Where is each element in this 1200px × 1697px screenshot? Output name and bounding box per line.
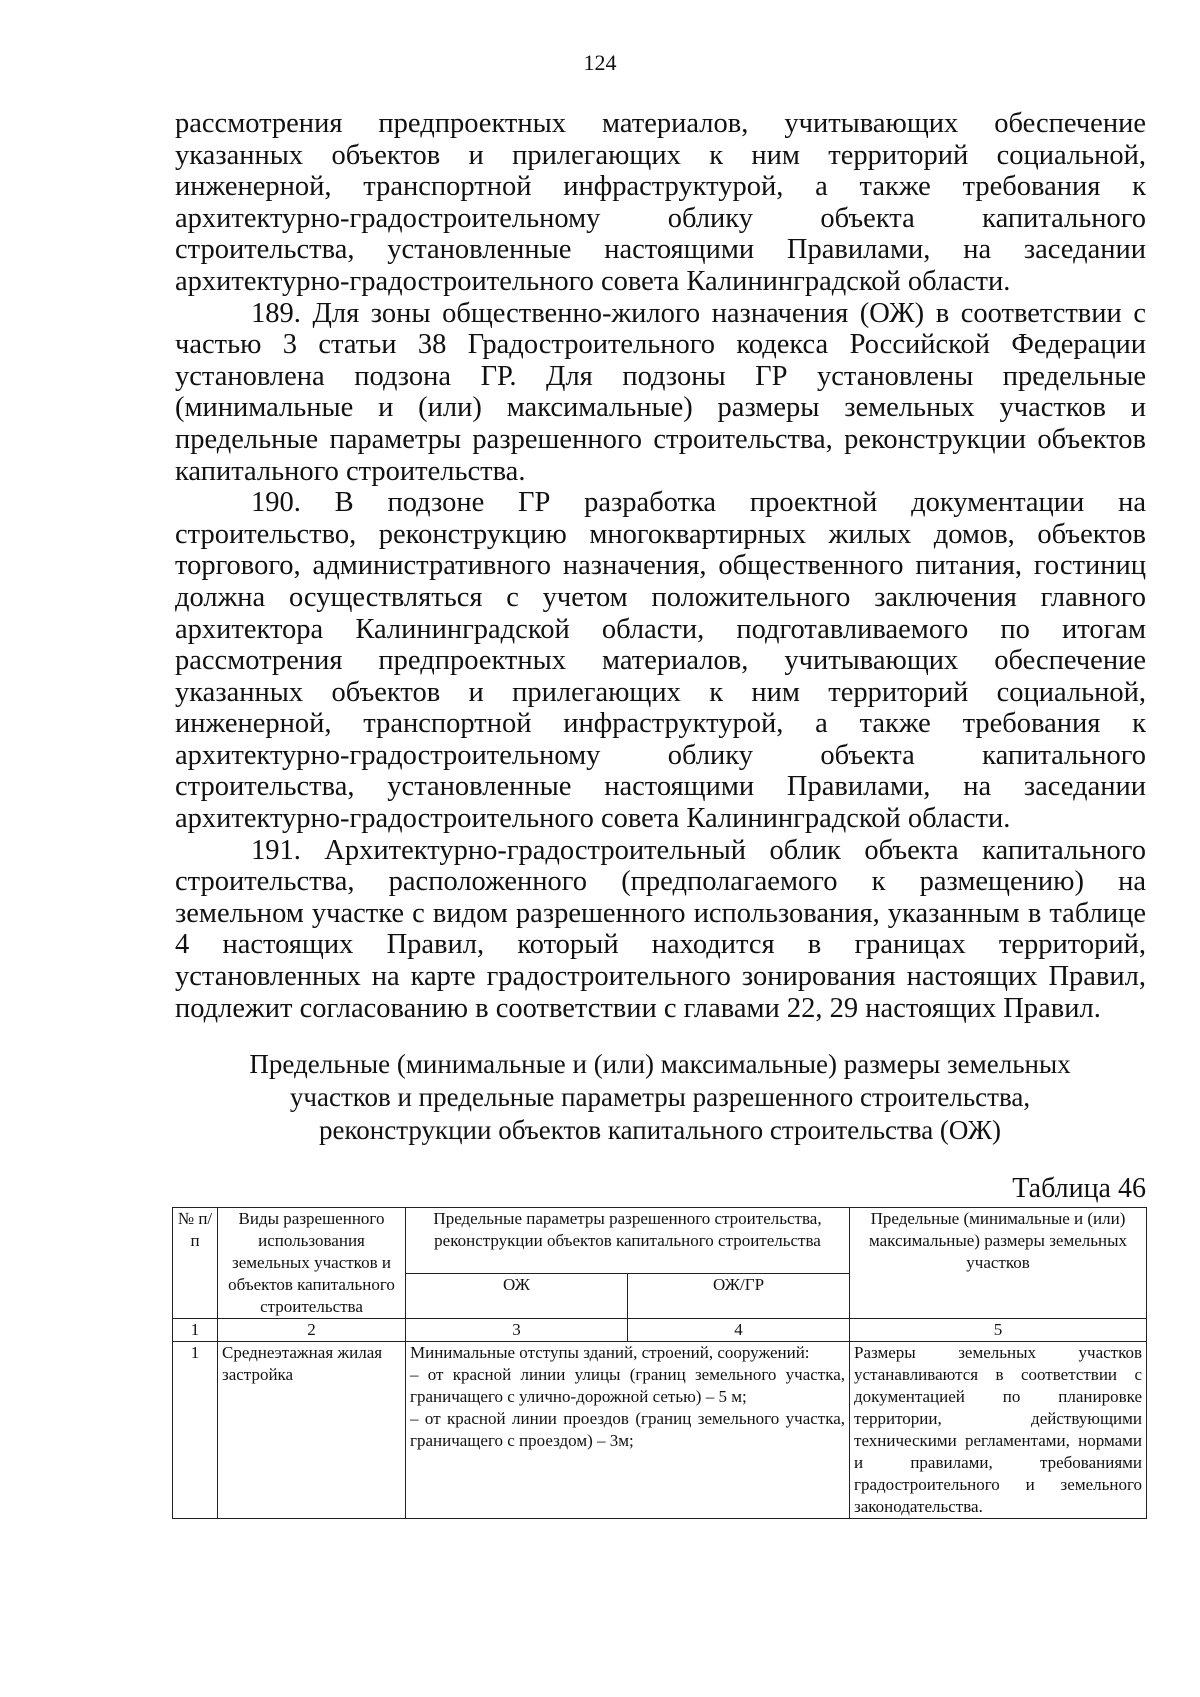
- table-title: [160, 1048, 1160, 1147]
- paragraph-190: 190. В подзоне ГР разработка проектной документации на строительство, реконструкцию многоквартирных жилых домов, объектов торгового, административного назначения, общественного питания, гостиниц должна осуществляться с учетом положительного заключения главного архитектора Калининградской области, подготавливаемого по итогам рассмотрения предпроектных материалов, учитывающих обеспечение указанных объектов и прилегающих к ним территорий социальной, инженерной, транспортной инфраструктурой, а также требования к архитектурно-градостроительному облику объекта капитального строительства, установленные настоящими Правилами, на заседании архитектурно-градостроительного совета Калининградской области.: [175, 487, 1146, 835]
- column-number: 1: [173, 1319, 218, 1342]
- table-header-row: [173, 1208, 1147, 1274]
- page-number: 124: [583, 50, 617, 75]
- parameters-table: [172, 1207, 1147, 1519]
- column-number: 2: [218, 1319, 406, 1342]
- body-text: [175, 108, 1146, 1024]
- table-title-line: реконструкции объектов капитального строительства (ОЖ): [319, 1115, 1001, 1145]
- column-number: 5: [850, 1319, 1147, 1342]
- header-kinds: Виды разрешенного использования земельных участков и объектов капитального строительства: [218, 1208, 406, 1319]
- header-sizes: Предельные (минимальные и (или) максимальные) размеры земельных участков: [850, 1208, 1147, 1319]
- table-title-line: участков и предельные параметры разрешенного строительства,: [289, 1082, 1031, 1112]
- row-sizes: Размеры земельных участков устанавливаются в соответствии с документацией по планировке территории, действующими техническими регламентами, нормами и правилами, требованиями градостроительного и земельного законодательства.: [850, 1342, 1147, 1519]
- table-row: [173, 1342, 1147, 1519]
- paragraph-191: 191. Архитектурно-градостроительный облик объекта капитального строительства, расположенного (предполагаемого к размещению) на земельном участке с видом разрешенного использования, указанным в таблице 4 настоящих Правил, который находится в границах территорий, установленных на карте градостроительного зонирования настоящих Правил, подлежит согласованию в соответствии с главами 22, 29 настоящих Правил.: [175, 834, 1146, 1024]
- subheader-oj: ОЖ: [406, 1274, 628, 1319]
- column-number: 3: [406, 1319, 628, 1342]
- params-item: – от красной линии улицы (границ земельного участка, граничащего с улично-дорожной сетью) – 5 м;: [410, 1365, 846, 1406]
- column-number-row: [173, 1319, 1147, 1342]
- row-num: 1: [173, 1342, 218, 1519]
- row-params: [406, 1342, 850, 1519]
- table-label: Таблица 46: [1012, 1173, 1146, 1204]
- header-num: № п/п: [173, 1208, 218, 1319]
- column-number: 4: [628, 1319, 850, 1342]
- paragraph-continuation: рассмотрения предпроектных материалов, учитывающих обеспечение указанных объектов и прилегающих к ним территорий социальной, инженерной, транспортной инфраструктурой, а также требования к архитектурно-градостроительному облику объекта капитального строительства, установленные настоящими Правилами, на заседании архитектурно-градостроительного совета Калининградской области.: [175, 108, 1146, 297]
- table-title-line: Предельные (минимальные и (или) максимальные) размеры земельных: [249, 1049, 1071, 1079]
- header-params: Предельные параметры разрешенного строительства, реконструкции объектов капитального строительства: [406, 1208, 850, 1274]
- paragraph-189: 189. Для зоны общественно-жилого назначения (ОЖ) в соответствии с частью 3 статьи 38 Градостроительного кодекса Российской Федерации установлена подзона ГР. Для подзоны ГР установлены предельные (минимальные и (или) максимальные) размеры земельных участков и предельные параметры разрешенного строительства, реконструкции объектов капитального строительства.: [175, 297, 1146, 487]
- subheader-ojgr: ОЖ/ГР: [628, 1274, 850, 1319]
- params-intro: Минимальные отступы зданий, строений, сооружений:: [410, 1343, 810, 1362]
- params-item: – от красной линии проездов (границ земельного участка, граничащего с проездом) – 3м;: [410, 1409, 846, 1450]
- row-kind: Среднеэтажная жилая застройка: [218, 1342, 406, 1519]
